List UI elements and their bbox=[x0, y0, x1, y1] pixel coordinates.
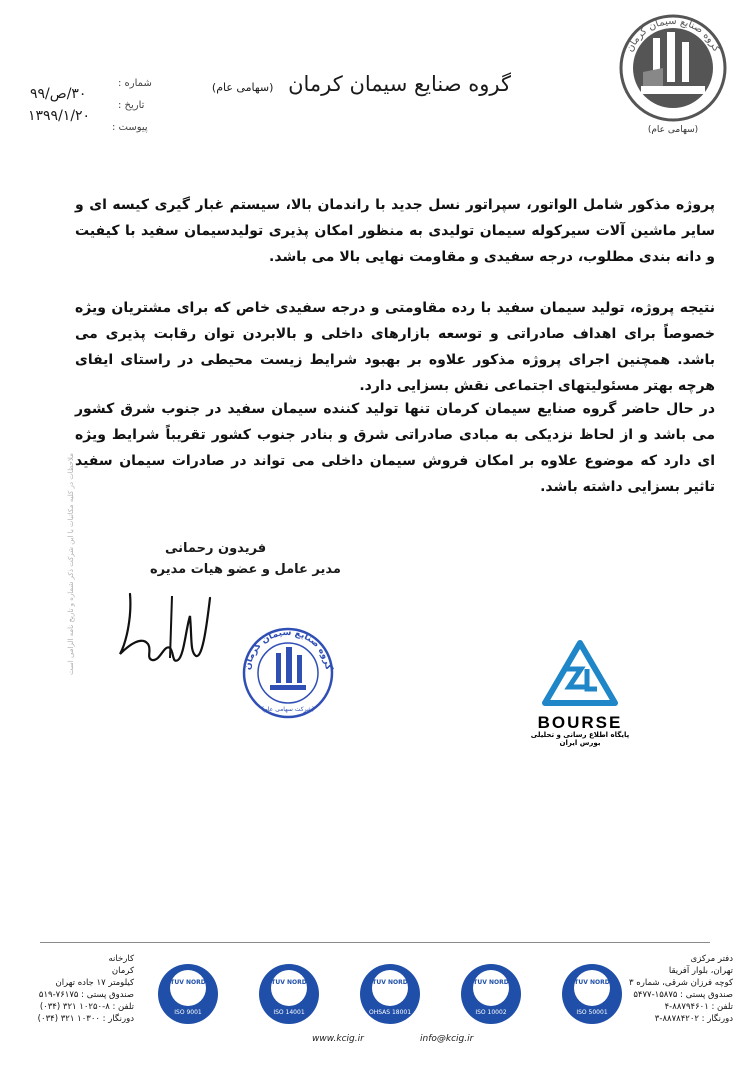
paragraph-3: در حال حاضر گروه صنایع سیمان کرمان تنها تولید کننده سیمان سفید در جنوب شرق کشور می باشد و از لحاظ نزدیکی به مبادی صادراتی شرق و بنادر جنوب کشور تقریباً شرایط ویژه ای دارد که موضوع علاوه بر امکان فروش سیمان داخلی می تواند در صادرات سیمان سفید تاثیر بسزایی داشته باشد. bbox=[75, 401, 715, 495]
factory-line: کرمان bbox=[111, 966, 134, 976]
bourse-logo-icon bbox=[541, 639, 619, 709]
certificate-iso-9001-icon bbox=[156, 962, 220, 1026]
meta-date-value: ۱۳۹۹/۱/۲۰ bbox=[28, 108, 91, 124]
bourse-wordmark: BOURSE bbox=[537, 713, 623, 732]
footer-office-address bbox=[629, 953, 733, 1025]
svg-text:TUV NORD: TUV NORD bbox=[271, 979, 307, 986]
certificate-iso-50001-icon bbox=[560, 962, 624, 1026]
bourse-subtitle: پایگاه اطلاع رسانی و تحلیلی بورس ایران bbox=[530, 731, 630, 747]
factory-title: کارخانه bbox=[108, 954, 134, 964]
meta-number-value: ۳۰/ص/۹۹ bbox=[30, 86, 87, 102]
signer-title: مدیر عامل و عضو هیات مدیره bbox=[150, 562, 341, 577]
svg-text:ISO 14001: ISO 14001 bbox=[273, 1009, 305, 1016]
company-name bbox=[212, 72, 511, 96]
footer-website-link[interactable]: www.kcig.ir bbox=[312, 1034, 364, 1044]
paragraph-1: پروژه مذکور شامل الواتور، سپراتور نسل جدید با راندمان بالا، سیستم غبار گیری کیسه ای و سایر ماشین آلات سیرکوله سیمان تولیدی به منظور امکان پذیری تولیدسیمان سفید با کیفیت و دانه بندی مطلوب، درجه سفیدی و مقاومت نهایی بالا می باشد. bbox=[75, 197, 715, 265]
office-line: کوچه فرزان شرقی، شماره ۳ bbox=[629, 978, 733, 988]
factory-line: کیلومتر ۱۷ جاده تهران bbox=[55, 978, 134, 988]
svg-text:TUV NORD: TUV NORD bbox=[170, 979, 206, 986]
factory-line: تلفن : ۸-۱۰۲۵۰ ۳۲۱ (۰۳۴) bbox=[39, 1002, 134, 1012]
stamp-ring-text: گروه صنایع سیمان کرمان bbox=[243, 627, 333, 671]
office-title: دفتر مرکزی bbox=[690, 954, 733, 964]
office-line: تلفن : ۸۸۷۹۴۶۰۱-۴ bbox=[664, 1002, 733, 1012]
certificate-iso-10002-icon bbox=[459, 962, 523, 1026]
handwritten-signature-icon bbox=[112, 588, 222, 670]
svg-text:ISO 9001: ISO 9001 bbox=[174, 1009, 202, 1016]
svg-text:TUV NORD: TUV NORD bbox=[574, 979, 610, 986]
factory-line: دورنگار : ۱۰۳۰۰ ۳۲۱ (۰۳۴) bbox=[37, 1014, 134, 1024]
certificate-ohsas-18001-icon bbox=[358, 962, 422, 1026]
meta-number-label: شماره : bbox=[118, 78, 152, 89]
office-line: تهران، بلوار آفریقا bbox=[668, 966, 733, 976]
meta-attachment-label: پیوست : bbox=[112, 122, 148, 133]
margin-note: ملاحظات در کلیه مکاتبات با این شرکت ذکر شماره و تاریخ نامه الزامی است bbox=[66, 453, 75, 675]
certificate-iso-14001-icon bbox=[257, 962, 321, 1026]
company-stamp-icon bbox=[240, 625, 336, 721]
signer-name: فریدون رحمانی bbox=[165, 541, 267, 556]
svg-text:OHSAS 18001: OHSAS 18001 bbox=[368, 1009, 412, 1016]
stamp-bottom-text: (شرکت سهامی عام) bbox=[261, 706, 315, 713]
footer-factory-address bbox=[38, 953, 134, 1025]
company-name-text: گروه صنایع سیمان کرمان bbox=[288, 72, 511, 96]
office-line: صندوق پستی : ۱۵۸۷۵-۵۴۷۷ bbox=[633, 990, 733, 1000]
logo-ring-text: گروه صنایع سیمان کرمان bbox=[624, 15, 722, 54]
paragraph-2: نتیجه پروژه، تولید سیمان سفید با رده مقاومتی و درجه سفیدی خاص که برای مشتریان ویژه خصوصاً برای اهداف صادراتی و توسعه بازارهای داخلی و بالابردن توان رقابت پذیری می باشد. همچنین اجرای پروژه مذکور علاوه بر بهبود شرایط زیست محیطی در راستای ایفای هرچه بهتر مسئولیتهای اجتماعی نقش بسزایی دارد. bbox=[75, 300, 715, 394]
footer-email-link[interactable]: info@kcig.ir bbox=[420, 1034, 474, 1044]
logo-bottom-text: (سهامی عام) bbox=[647, 125, 699, 135]
meta-date-label: تاریخ : bbox=[118, 100, 145, 111]
svg-text:TUV NORD: TUV NORD bbox=[372, 979, 408, 986]
svg-text:ISO 10002: ISO 10002 bbox=[475, 1009, 507, 1016]
bourse-badge bbox=[521, 633, 639, 745]
office-line: دورنگار : ۸۸۷۸۴۲۰۲-۳ bbox=[654, 1014, 733, 1024]
company-type: (سهامی عام) bbox=[211, 81, 274, 94]
footer-divider bbox=[40, 942, 710, 943]
svg-text:TUV NORD: TUV NORD bbox=[473, 979, 509, 986]
svg-text:ISO 50001: ISO 50001 bbox=[576, 1009, 608, 1016]
company-logo-icon bbox=[613, 8, 733, 138]
factory-line: صندوق پستی : ۷۶۱۷۵-۵۱۹ bbox=[38, 990, 134, 1000]
